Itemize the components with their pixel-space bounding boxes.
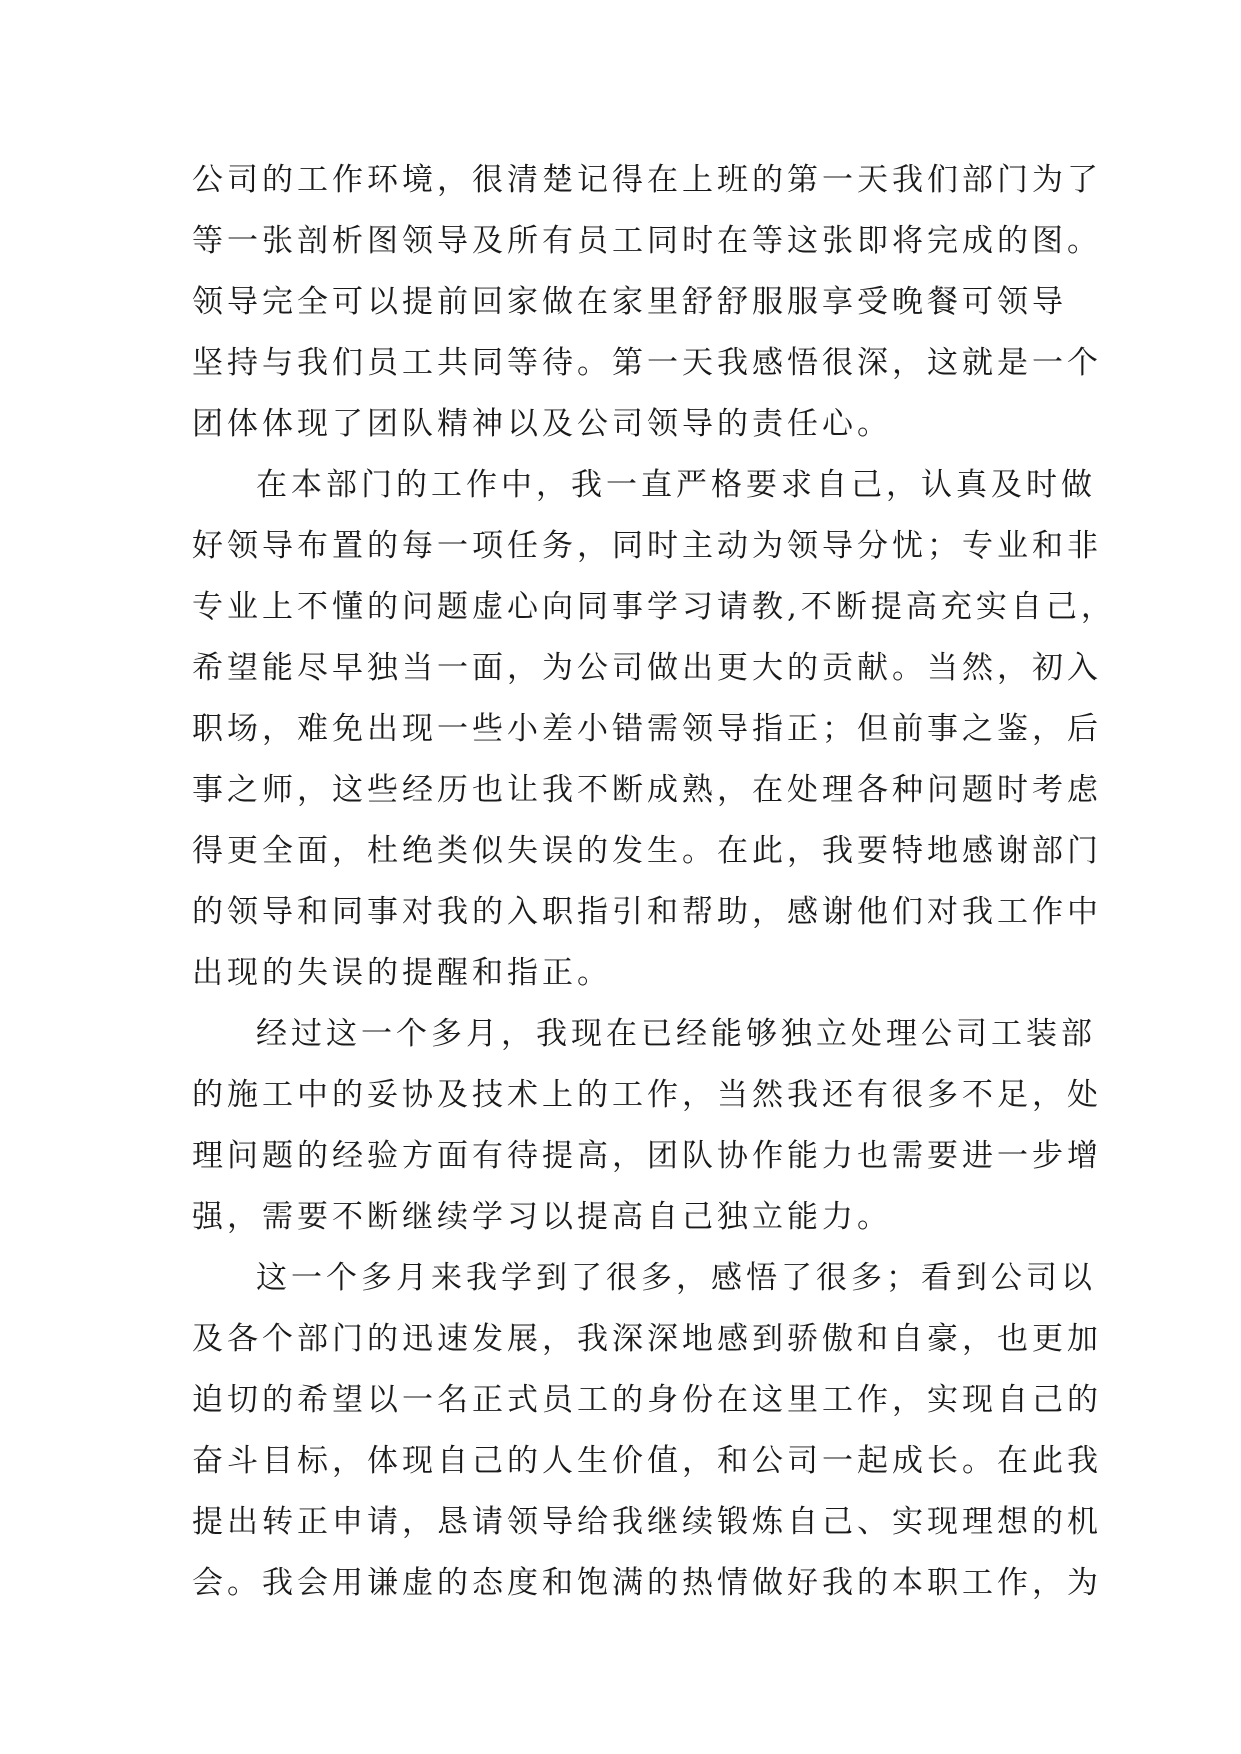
text-line: 理问题的经验方面有待提高，团队协作能力也需要进一步增 xyxy=(192,1138,1102,1174)
text-line: 提出转正申请，恳请领导给我继续锻炼自己、实现理想的机 xyxy=(192,1504,1102,1540)
text-line: 团体体现了团队精神以及公司领导的责任心。 xyxy=(192,406,892,442)
text-line: 出现的失误的提醒和指正。 xyxy=(192,955,612,991)
text-line: 的领导和同事对我的入职指引和帮助，感谢他们对我工作中 xyxy=(192,894,1102,930)
text-line: 希望能尽早独当一面，为公司做出更大的贡献。当然，初入 xyxy=(192,650,1102,686)
text-line: 会。我会用谦虚的态度和饱满的热情做好我的本职工作，为 xyxy=(192,1565,1102,1601)
text-line: 强，需要不断继续学习以提高自己独立能力。 xyxy=(192,1199,892,1235)
text-line: 等一张剖析图领导及所有员工同时在等这张即将完成的图。 xyxy=(192,223,1102,259)
paragraph-first-line: 在本部门的工作中，我一直严格要求自己，认真及时做 xyxy=(256,467,1096,503)
text-line: 领导完全可以提前回家做在家里舒舒服服享受晚餐可领导 xyxy=(192,284,1067,320)
text-line: 奋斗目标，体现自己的人生价值，和公司一起成长。在此我 xyxy=(192,1443,1102,1479)
document-body xyxy=(192,150,1116,1614)
text-line: 好领导布置的每一项任务，同时主动为领导分忧；专业和非 xyxy=(192,528,1102,564)
text-line: 公司的工作环境，很清楚记得在上班的第一天我们部门为了 xyxy=(192,162,1102,198)
text-line: 职场，难免出现一些小差小错需领导指正；但前事之鉴，后 xyxy=(192,711,1102,747)
text-line: 专业上不懂的问题虚心向同事学习请教,不断提高充实自己， xyxy=(192,589,1116,625)
text-line: 得更全面，杜绝类似失误的发生。在此，我要特地感谢部门 xyxy=(192,833,1102,869)
paragraph-first-line: 这一个多月来我学到了很多，感悟了很多；看到公司以 xyxy=(256,1260,1096,1296)
text-line: 的施工中的妥协及技术上的工作，当然我还有很多不足，处 xyxy=(192,1077,1102,1113)
text-line: 迫切的希望以一名正式员工的身份在这里工作，实现自己的 xyxy=(192,1382,1102,1418)
text-line: 及各个部门的迅速发展，我深深地感到骄傲和自豪，也更加 xyxy=(192,1321,1102,1357)
text-line: 坚持与我们员工共同等待。第一天我感悟很深，这就是一个 xyxy=(192,345,1102,381)
paragraph-first-line: 经过这一个多月，我现在已经能够独立处理公司工装部 xyxy=(256,1016,1096,1052)
text-line: 事之师，这些经历也让我不断成熟，在处理各种问题时考虑 xyxy=(192,772,1102,808)
